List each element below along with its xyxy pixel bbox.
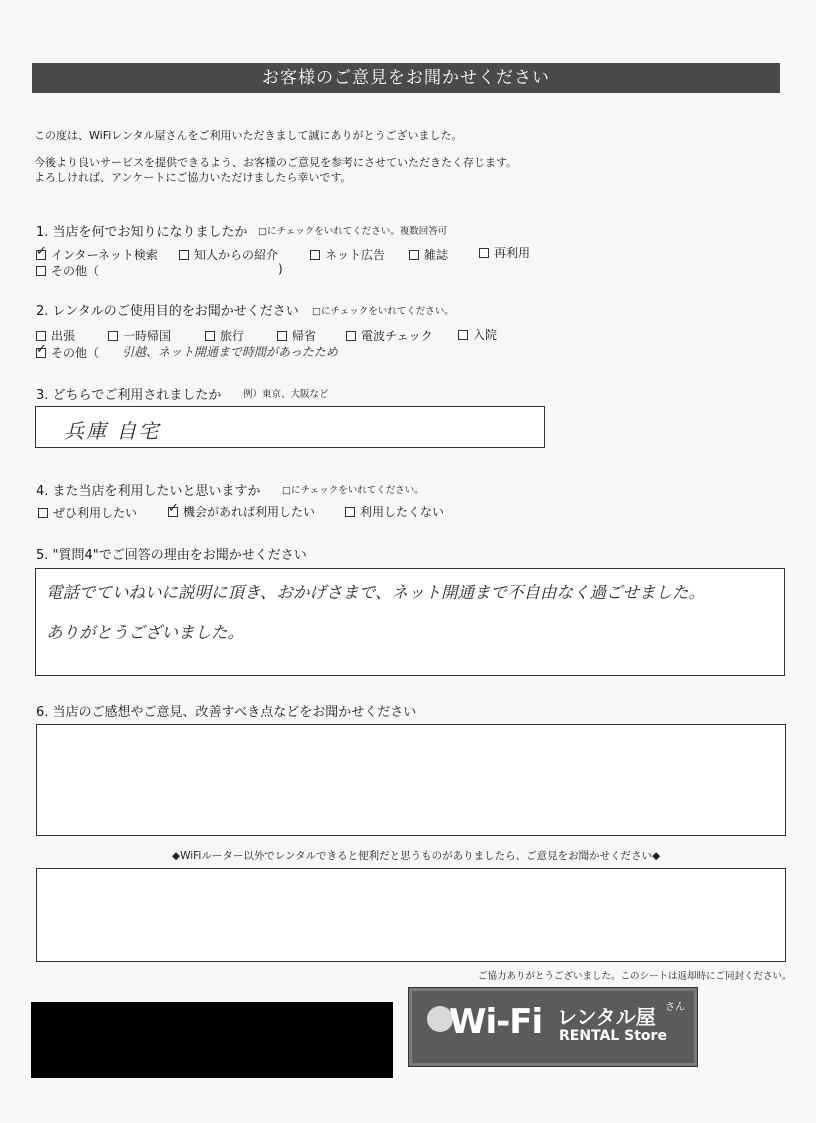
option-label: ネット広告: [325, 248, 386, 262]
option-label: 帰省: [292, 329, 317, 343]
q6-answer-box[interactable]: [36, 724, 786, 836]
option-label: 出張: [51, 329, 76, 343]
checkbox-icon[interactable]: [108, 331, 118, 341]
checkbox-icon[interactable]: [346, 331, 356, 341]
q5-answer-line-1: 電話でていねいに説明に頂き、おかげさまで、ネット開通まで不自由なく過ごせました。: [46, 583, 706, 602]
option-label: ぜひ利用したい: [53, 506, 138, 520]
q1-other-close-paren: ): [278, 262, 283, 276]
option-label: 電波チェック: [361, 329, 433, 343]
option-label: その他（: [51, 264, 100, 278]
option-label: 一時帰国: [123, 329, 172, 343]
q5-title: 5. "質問4"でご回答の理由をお聞かせください: [36, 548, 307, 563]
redacted-block: [31, 1002, 393, 1078]
extra-answer-box[interactable]: [36, 868, 786, 962]
logo-japanese-text: レンタル屋: [557, 1005, 656, 1029]
q3-answer: 兵庫 自宅: [64, 419, 161, 443]
q2-other-answer: 引越、ネット開通まで時間があったため: [122, 345, 338, 359]
q1-option-internet-search[interactable]: [36, 246, 158, 263]
extra-title: ◆WiFiルーター以外でレンタルできると便利だと思うものがありましたら、ご意見をお聞かせください◆: [172, 850, 661, 862]
q1-title: 1. 当店を何でお知りになりましたか: [36, 225, 248, 240]
q3-note: 例）東京、大阪など: [243, 389, 329, 400]
option-label: 雑誌: [424, 248, 449, 262]
q5-answer-line-2: ありがとうございました。: [46, 623, 244, 642]
q2-option-signal-check[interactable]: [346, 327, 433, 344]
intro-line-2: 今後より良いサービスを提供できるよう、お客様のご意見を参考にさせていただきたく存じます。: [34, 156, 518, 169]
checkbox-icon[interactable]: [345, 507, 355, 517]
option-label: 再利用: [494, 246, 531, 260]
checkbox-icon[interactable]: [179, 250, 189, 260]
q1-option-web-ad[interactable]: [310, 246, 385, 263]
checkbox-icon[interactable]: [36, 250, 46, 260]
q1-option-referral[interactable]: [179, 246, 278, 263]
wifi-rental-store-logo: [408, 987, 698, 1067]
checkbox-icon[interactable]: [38, 508, 48, 518]
option-label: その他（: [51, 346, 100, 360]
q2-option-other[interactable]: [36, 344, 99, 361]
logo-english-text: RENTAL Store: [559, 1028, 667, 1044]
q1-option-reuse[interactable]: [479, 244, 530, 261]
option-label: 入院: [473, 328, 498, 342]
q3-title: 3. どちらでご利用されましたか: [36, 388, 222, 403]
checkbox-icon[interactable]: [277, 331, 287, 341]
intro-line-1: この度は、WiFiレンタル屋さんをご利用いただきまして誠にありがとうございました。: [34, 129, 463, 142]
footer-note: ご協力ありがとうございました。このシートは返却時にご同封ください。: [478, 971, 792, 982]
checkbox-icon[interactable]: [36, 331, 46, 341]
q4-option-no[interactable]: [345, 503, 444, 520]
checkbox-icon[interactable]: [409, 250, 419, 260]
checkbox-icon[interactable]: [479, 248, 489, 258]
q4-option-definitely[interactable]: [38, 504, 137, 521]
checkbox-icon[interactable]: [36, 348, 46, 358]
q4-note: □にチェックをいれてください。: [282, 485, 424, 496]
q5-answer-box[interactable]: [35, 568, 785, 676]
checkbox-icon[interactable]: [310, 250, 320, 260]
q6-title: 6. 当店のご感想やご意見、改善すべき点などをお聞かせください: [36, 705, 417, 720]
q1-option-magazine[interactable]: [409, 246, 448, 263]
q2-title: 2. レンタルのご使用目的をお聞かせください: [36, 304, 299, 319]
checkbox-icon[interactable]: [205, 331, 215, 341]
option-label: インターネット検索: [51, 248, 158, 262]
q1-option-other[interactable]: [36, 262, 99, 279]
checkbox-icon[interactable]: [168, 507, 178, 517]
logo-wifi-text: Wi-Fi: [449, 1002, 543, 1042]
option-label: 知人からの紹介: [194, 248, 279, 262]
option-label: 利用したくない: [360, 505, 445, 519]
checkbox-icon[interactable]: [36, 266, 46, 276]
intro-line-3: よろしければ、アンケートにご協力いただけましたら幸いです。: [34, 171, 352, 184]
q4-title: 4. また当店を利用したいと思いますか: [36, 484, 261, 499]
option-label: 機会があれば利用したい: [183, 505, 316, 519]
q2-option-hospital[interactable]: [458, 326, 497, 343]
q2-note: □にチェックをいれてください。: [312, 306, 454, 317]
checkbox-icon[interactable]: [458, 330, 468, 340]
logo-san-text: さん: [665, 1002, 685, 1013]
option-label: 旅行: [220, 329, 245, 343]
form-header: お客様のご意見をお聞かせください: [32, 63, 780, 93]
q2-option-temporary-return[interactable]: [108, 327, 171, 344]
q3-answer-box[interactable]: [35, 406, 545, 448]
q4-option-if-chance[interactable]: [168, 503, 315, 520]
q2-option-homecoming[interactable]: [277, 327, 316, 344]
q1-note: □にチェックをいれてください。複数回答可: [258, 226, 448, 237]
q2-option-travel[interactable]: [205, 327, 244, 344]
